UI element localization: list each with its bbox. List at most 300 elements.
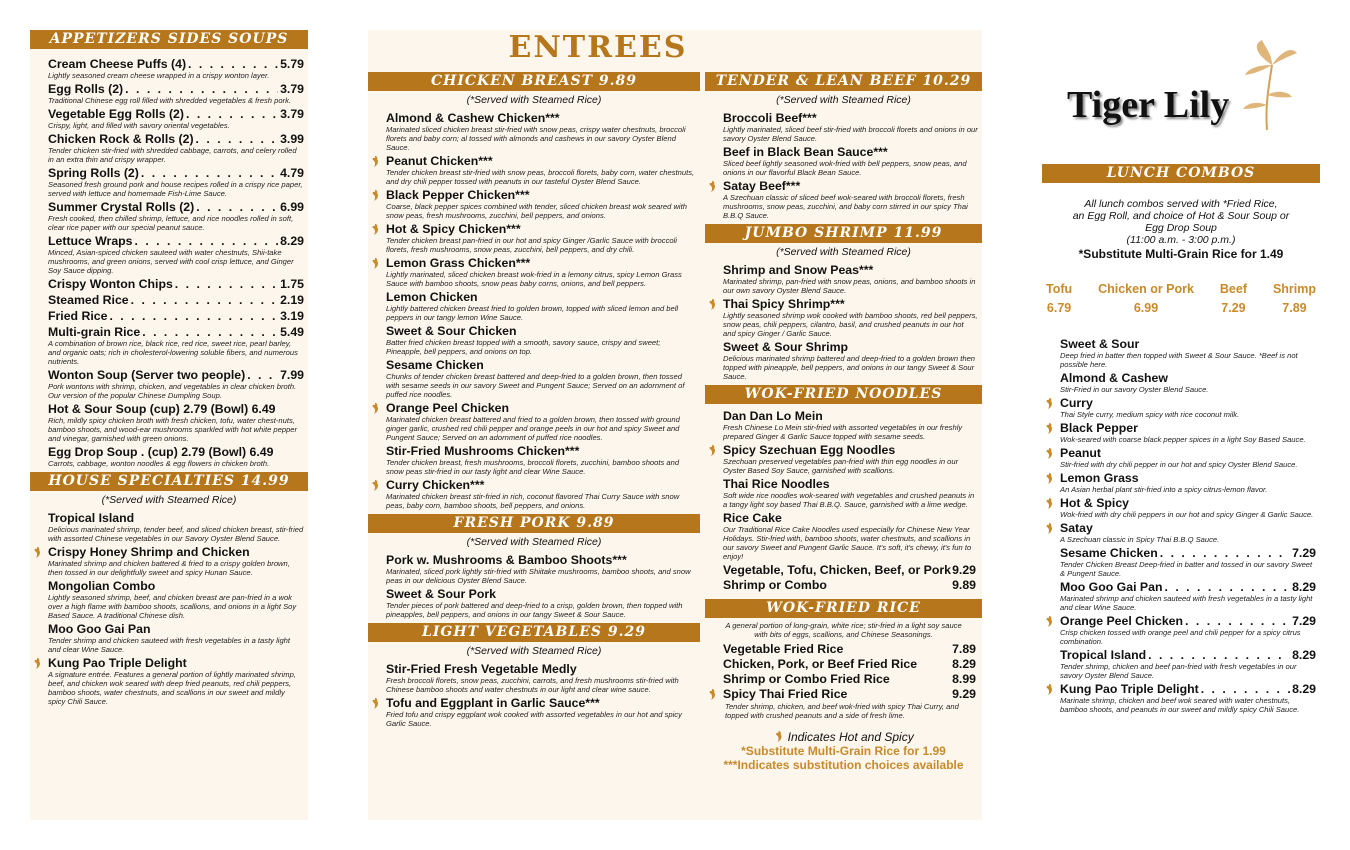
menu-item-name-row bbox=[723, 409, 978, 423]
menu-item-price: 5.49 bbox=[280, 325, 304, 339]
noodles-prices bbox=[705, 563, 982, 593]
lunch-intro-2: an Egg Roll, and choice of Hot & Sour Soup or Egg Drop Soup bbox=[1072, 210, 1290, 234]
menu-item-name-row bbox=[48, 325, 304, 339]
menu-item-name-row bbox=[48, 277, 304, 291]
menu-item-description: Wok-seared with coarse black pepper spices in a light Soy Based Sauce. bbox=[1060, 435, 1306, 444]
menu-item-name: Sweet & Sour Chicken bbox=[386, 324, 517, 338]
menu-item bbox=[1042, 421, 1320, 444]
lunch-price-label: Tofu bbox=[1046, 282, 1073, 296]
menu-item-name: Hot & Spicy bbox=[1060, 496, 1130, 510]
lunch-price-value: 7.89 bbox=[1282, 301, 1307, 315]
lunch-price-value: 6.79 bbox=[1046, 301, 1072, 315]
menu-item-name-row bbox=[48, 166, 304, 180]
chicken-note: (*Served with Steamed Rice) bbox=[466, 94, 602, 106]
menu-item-price: 7.99 bbox=[280, 368, 304, 382]
menu-item bbox=[368, 256, 700, 288]
menu-item-description: Fresh broccoli florets, snow peas, zucchini, carrots, and fresh mushrooms stir-fried with Chinese bamboo shoots and water chestnuts in our light and clear wine sauce. bbox=[386, 676, 679, 694]
menu-item-name-row bbox=[386, 401, 696, 415]
menu-item-price: 3.79 bbox=[280, 107, 304, 121]
price-row-label: Vegetable, Tofu, Chicken, Beef, or Pork bbox=[723, 563, 952, 577]
menu-item-description: Traditional Chinese egg roll filled with shredded vegetables & fresh pork. bbox=[48, 96, 291, 105]
menu-item-name: Kung Pao Triple Delight bbox=[48, 656, 187, 670]
menu-item-name: Curry bbox=[1060, 396, 1093, 410]
menu-item-name: Peanut bbox=[1060, 446, 1101, 460]
chili-pepper-icon bbox=[370, 223, 380, 236]
menu-item bbox=[368, 154, 700, 186]
menu-item-description: Stir-fried with dry chili pepper in our hot and spicy Oyster Blend Sauce. bbox=[1060, 460, 1298, 469]
menu-item-name: Sweet & Sour Pork bbox=[386, 587, 497, 601]
menu-item-description: A Szechuan classic of sliced beef wok-seared with broccoli florets, fresh mushrooms, snow peas, zucchini, and baby corn stirred in our spicy Thai B.B.Q Sauce. bbox=[723, 193, 968, 220]
menu-item bbox=[368, 401, 700, 442]
price-row-value: 9.29 bbox=[952, 687, 976, 701]
chili-pepper-icon bbox=[370, 189, 380, 202]
menu-item-name-row bbox=[1060, 496, 1316, 510]
menu-item-name-row bbox=[48, 57, 304, 71]
menu-item-name-row bbox=[386, 662, 696, 676]
house-list bbox=[30, 511, 308, 706]
menu-item-name-row bbox=[1060, 337, 1316, 351]
menu-item bbox=[1042, 496, 1320, 519]
menu-item-price: 8.29 bbox=[280, 234, 304, 248]
menu-item bbox=[1042, 521, 1320, 544]
menu-item bbox=[368, 587, 700, 619]
menu-item-name: Hot & Sour Soup (cup) 2.79 (Bowl) 6.49 bbox=[48, 402, 276, 416]
menu-item bbox=[368, 324, 700, 356]
lunch-price-col bbox=[1098, 282, 1194, 315]
lunch-price-value: 6.99 bbox=[1133, 301, 1159, 315]
menu-item-name-row bbox=[1060, 396, 1316, 410]
price-row-value: 9.29 bbox=[952, 563, 976, 577]
pork-note: (*Served with Steamed Rice) bbox=[466, 536, 602, 548]
price-row bbox=[705, 578, 982, 593]
menu-item-name: Fried Rice bbox=[48, 309, 108, 323]
menu-item-name: Sweet & Sour Shrimp bbox=[723, 340, 849, 354]
menu-item-description: Tender shrimp, chicken and beef pan-fried with fresh vegetables in our savory Oyster Blend Sauce. bbox=[1060, 662, 1297, 680]
spicy-rice-desc: Tender shrimp, chicken, and beef wok-fried with spicy Thai Curry, and topped with crushed peanuts and a side of fresh lime. bbox=[725, 702, 959, 720]
menu-item-description: Marinated shrimp and chicken sauteed with fresh vegetables in a tasty light and clear Wine Sauce. bbox=[1060, 594, 1313, 612]
menu-item-description: Lightly marinated, sliced chicken breast wok-fried in a lemony citrus, spicy Lemon Grass Sauce with bamboo shoots, snow peas baby corns, onions, and bell peppers. bbox=[386, 270, 682, 288]
lunch-header: LUNCH COMBOS bbox=[1042, 164, 1320, 183]
dot-leader bbox=[142, 325, 278, 339]
menu-item-price: 8.29 bbox=[1292, 682, 1316, 696]
menu-item-name: Multi-grain Rice bbox=[48, 325, 141, 339]
menu-item-name-row bbox=[48, 234, 304, 248]
lunch-price-value: 7.29 bbox=[1221, 301, 1246, 315]
price-row-label: Spicy Thai Fried Rice bbox=[723, 687, 848, 701]
menu-item bbox=[368, 444, 700, 476]
menu-item-price: 3.99 bbox=[280, 132, 304, 146]
chili-pepper-icon bbox=[1044, 447, 1054, 460]
menu-item-name: Hot & Spicy Chicken*** bbox=[386, 222, 521, 236]
menu-item bbox=[705, 511, 982, 561]
menu-item-name: Lemon Grass Chicken*** bbox=[386, 256, 531, 270]
chili-pepper-icon bbox=[707, 444, 717, 457]
menu-item-name: Cream Cheese Puffs (4) bbox=[48, 57, 187, 71]
menu-item bbox=[1042, 546, 1320, 578]
menu-item bbox=[1042, 648, 1320, 680]
menu-item-name-row bbox=[1060, 371, 1316, 385]
menu-item-name: Wonton Soup (Server two people) bbox=[48, 368, 246, 382]
menu-item-name: Beef in Black Bean Sauce*** bbox=[723, 145, 888, 159]
chili-pepper-icon bbox=[32, 546, 42, 559]
menu-item bbox=[1042, 446, 1320, 469]
menu-item-description: Tender chicken breast stir-fried with snow peas, broccoli florets, baby corn, water chestnuts, and dry chili pepper tossed with peanuts in our tasteful Oyster Blend Sauce. bbox=[386, 168, 695, 186]
legend-sub1: *Substitute Multi-Grain Rice for 1.99 bbox=[741, 744, 946, 758]
menu-item bbox=[1042, 396, 1320, 419]
menu-item-name-row bbox=[1060, 546, 1316, 560]
menu-item-description: Tender Chicken Breast Deep-fried in batter and tossed in our savory Sweet & Pungent Sauce. bbox=[1060, 560, 1313, 578]
menu-item-name: Summer Crystal Rolls (2) bbox=[48, 200, 195, 214]
menu-item-name: Rice Cake bbox=[723, 511, 782, 525]
menu-item bbox=[705, 145, 982, 177]
menu-item-name: Crispy Wonton Chips bbox=[48, 277, 173, 291]
menu-item-name: Chicken Rock & Rolls (2) bbox=[48, 132, 194, 146]
dot-leader bbox=[196, 132, 279, 146]
menu-item-name: Peanut Chicken*** bbox=[386, 154, 493, 168]
rice-intro: A general portion of long-grain, white rice; stir-fried in a light soy sauce with bits of eggs, scallions, and Chinese Seasonings. bbox=[725, 621, 962, 639]
menu-item-name: Pork w. Mushrooms & Bamboo Shoots*** bbox=[386, 553, 627, 567]
menu-item-name-row bbox=[48, 622, 304, 636]
price-row-label: Shrimp or Combo bbox=[723, 578, 827, 592]
menu-item-description: Szechuan preserved vegetables pan-fried with thin egg noodles in our Oyster Based Soy Sauce, garnished with scallions. bbox=[723, 457, 959, 475]
menu-item-description: Marinated sliced chicken breast stir-fried with snow peas, crispy water chestnuts, broccoli florets and baby corn; al tossed with almonds and cashews in our savory Oyster Blend Sauce. bbox=[386, 125, 686, 152]
chili-pepper-icon bbox=[707, 298, 717, 311]
beef-list bbox=[705, 111, 982, 220]
menu-item bbox=[1042, 337, 1320, 369]
menu-item-name: Steamed Rice bbox=[48, 293, 129, 307]
menu-item-name-row bbox=[723, 477, 978, 491]
menu-item-description: Thai Style curry, medium spicy with rice coconut milk. bbox=[1060, 410, 1240, 419]
price-row bbox=[705, 687, 982, 702]
menu-item-description: Lightly seasoned cream cheese wrapped in a crispy wonton layer. bbox=[48, 71, 270, 80]
menu-item-name: Almond & Cashew Chicken*** bbox=[386, 111, 560, 125]
menu-item-name-row bbox=[48, 511, 304, 525]
dot-leader bbox=[186, 107, 278, 121]
dot-leader bbox=[1164, 580, 1290, 594]
chili-pepper-icon bbox=[1044, 522, 1054, 535]
entrees-col-1 bbox=[368, 72, 700, 730]
menu-item-description: Soft wide rice noodles wok-seared with vegetables and crushed peanuts in a tangy light soy based Thai B.B.Q. Sauce, garnished with a lime wedge. bbox=[723, 491, 975, 509]
veg-header: LIGHT VEGETABLES 9.29 bbox=[368, 623, 700, 642]
menu-item-description: Our Traditional Rice Cake Noodles used especially for Chinese New Year Holidays. Stir-fried with, bamboo shoots, water chestnuts, and scallions in our savory Sweet and Pungent Garlic Sauce. It's soft, it's chewy, it's fun to enjoy! bbox=[723, 525, 972, 561]
menu-item-name-row bbox=[723, 443, 978, 457]
menu-item-name: Lemon Grass bbox=[1060, 471, 1139, 485]
menu-item-name-row bbox=[48, 293, 304, 307]
menu-item-name-row bbox=[723, 145, 978, 159]
menu-item-name: Curry Chicken*** bbox=[386, 478, 485, 492]
menu-item-name: Almond & Cashew bbox=[1060, 371, 1168, 385]
dot-leader bbox=[125, 82, 278, 96]
menu-item-name: Stir-Fried Fresh Vegetable Medly bbox=[386, 662, 577, 676]
price-row-value: 7.89 bbox=[952, 642, 976, 656]
menu-item-name: Satay Beef*** bbox=[723, 179, 801, 193]
menu-item-description: Marinated shrimp and chicken battered & fried to a crispy golden brown, then tossed in our delightfully sweet and spicy Hunan Sauce. bbox=[48, 559, 290, 577]
chili-pepper-icon bbox=[370, 155, 380, 168]
menu-item bbox=[705, 179, 982, 220]
menu-item-name-row bbox=[48, 579, 304, 593]
dot-leader bbox=[175, 277, 278, 291]
chili-pepper-icon bbox=[1044, 683, 1054, 696]
menu-item-description: A combination of brown rice, black rice, red rice, sweet rice, pearl barley, and organic oats; rich in cholesterol-lowering soluble fibers, and numerous nutrients. bbox=[48, 339, 298, 366]
chili-pepper-icon bbox=[370, 479, 380, 492]
menu-item-name-row bbox=[1060, 614, 1316, 628]
shrimp-note: (*Served with Steamed Rice) bbox=[776, 246, 911, 258]
menu-item-name-row bbox=[48, 368, 304, 382]
menu-item-description: Lightly seasoned shrimp wok cooked with bamboo shoots, red bell peppers, snow peas, chili peppers, cilantro, basil, and crushed peanuts in our hot and spicy Ginger / Garlic Sauce. bbox=[723, 311, 978, 338]
menu-item-name-row bbox=[386, 696, 696, 710]
menu-item bbox=[705, 263, 982, 295]
dot-leader bbox=[1160, 546, 1290, 560]
menu-item-name-row bbox=[1060, 421, 1316, 435]
menu-item-name-row bbox=[1060, 682, 1316, 696]
menu-item-name: Black Pepper bbox=[1060, 421, 1138, 435]
menu-item bbox=[705, 340, 982, 381]
menu-item-description: Lightly seasoned shrimp, beef, and chicken breast are pan-fried in a wok over a high flame with bamboo shoots, scallions, and onions in a light Soy Based Sauce. A traditional Chinese dish. bbox=[48, 593, 297, 620]
lunch-price-label: Beef bbox=[1219, 282, 1247, 296]
menu-item-description: Stir-Fried in our savory Oyster Blend Sauce. bbox=[1060, 385, 1209, 394]
menu-item-name-row bbox=[1060, 471, 1316, 485]
menu-item bbox=[368, 290, 700, 322]
price-row-value: 8.29 bbox=[952, 657, 976, 671]
menu-item-description: Sliced beef lightly seasoned wok-fried with bell peppers, snow peas, and onions in our flavorful Black Bean Sauce. bbox=[723, 159, 967, 177]
menu-item-description: Tender chicken breast, fresh mushrooms, broccoli florets, zucchini, bamboo shoots and snow peas stir-fried in our tasty light and clear Wine Sauce. bbox=[386, 458, 680, 476]
menu-item-name: Egg Drop Soup . (cup) 2.79 (Bowl) 6.49 bbox=[48, 445, 274, 459]
menu-item-name-row bbox=[386, 111, 696, 125]
menu-item-description: Deep fried in batter then topped with Sweet & Sour Sauce. *Beef is not possible here. bbox=[1060, 351, 1298, 369]
right-panel bbox=[1042, 30, 1320, 820]
menu-item-price: 7.29 bbox=[1292, 614, 1316, 628]
pork-list bbox=[368, 553, 700, 619]
chili-pepper-icon bbox=[370, 697, 380, 710]
menu-item-description: Delicious marinated shrimp, tender beef, and sliced chicken breast, stir-fried with assorted Chinese vegetables in our Savory Oyster Blend Sauce. bbox=[48, 525, 304, 543]
dot-leader bbox=[131, 293, 278, 307]
menu-item-name-row bbox=[1060, 580, 1316, 594]
appetizers-header: APPETIZERS SIDES SOUPS bbox=[30, 30, 308, 49]
dot-leader bbox=[247, 368, 278, 382]
menu-item-name: Spring Rolls (2) bbox=[48, 166, 139, 180]
chicken-list bbox=[368, 111, 700, 510]
menu-item-name-row bbox=[386, 553, 696, 567]
chili-pepper-icon bbox=[707, 688, 717, 701]
menu-item-name: Satay bbox=[1060, 521, 1093, 535]
menu-item-name: Tofu and Eggplant in Garlic Sauce*** bbox=[386, 696, 600, 710]
menu-item bbox=[368, 696, 700, 728]
chili-pepper-icon bbox=[1044, 472, 1054, 485]
menu-item-description: A Szechuan classic in Spicy Thai B.B.Q Sauce. bbox=[1060, 535, 1220, 544]
menu-item-name: Stir-Fried Mushrooms Chicken*** bbox=[386, 444, 580, 458]
menu-item-name-row bbox=[386, 290, 696, 304]
menu-item-description: Batter fried chicken breast topped with a smooth, savory sauce, crispy and sweet; Pineapple, bell peppers, and onions on top. bbox=[386, 338, 661, 356]
menu-item-description: Tender chicken breast pan-fried in our hot and spicy Ginger /Garlic Sauce with broccoli florets, fresh mushrooms, snow peas, zucchini, bell peppers, and dry chili. bbox=[386, 236, 677, 254]
menu-item-description: Fresh cooked, then chilled shrimp, lettuce, and rice noodles rolled in soft, clear rice paper with our special peanut sauce. bbox=[48, 214, 294, 232]
menu-item-name: Broccoli Beef*** bbox=[723, 111, 817, 125]
lunch-price-label: Shrimp bbox=[1272, 282, 1316, 296]
menu-item-name: Lemon Chicken bbox=[386, 290, 478, 304]
menu-item-description: Tender chicken stir-fried with shredded cabbage, carrots, and celery rolled in an extra thin and crispy wrapper. bbox=[48, 146, 297, 164]
menu-item-description: Marinated chicken breast battered and fried to a golden brown, then tossed with ground ginger garlic, crushed red chili pepper and orange peels in our hot and spicy Sweet and Pungent Sauce; Served on an adornment of puffed rice noodles. bbox=[386, 415, 680, 442]
menu-item bbox=[705, 409, 982, 441]
legend-sub2: ***Indicates substitution choices available bbox=[723, 758, 964, 772]
menu-item-description: Wok-fried with dry chili peppers in our hot and spicy Ginger & Garlic Sauce. bbox=[1060, 510, 1314, 519]
menu-item bbox=[30, 656, 308, 706]
menu-item-name: Moo Goo Gai Pan bbox=[1060, 580, 1163, 594]
pork-header: FRESH PORK 9.89 bbox=[368, 514, 700, 533]
menu-item bbox=[30, 293, 308, 307]
menu-item-name-row bbox=[48, 445, 304, 459]
menu-item bbox=[368, 111, 700, 152]
menu-item-name: Tropical Island bbox=[1060, 648, 1147, 662]
menu-item-name: Spicy Szechuan Egg Noodles bbox=[723, 443, 896, 457]
menu-item-name: Moo Goo Gai Pan bbox=[48, 622, 151, 636]
menu-item-name-row bbox=[48, 107, 304, 121]
menu-item-price: 8.29 bbox=[1292, 648, 1316, 662]
menu-item bbox=[368, 662, 700, 694]
menu-item-name-row bbox=[386, 478, 696, 492]
menu-item-name-row bbox=[723, 263, 978, 277]
veg-list bbox=[368, 662, 700, 728]
house-note: (*Served with Steamed Rice) bbox=[101, 494, 237, 506]
lunch-list bbox=[1042, 337, 1320, 716]
menu-item-description: Fried tofu and crispy eggplant wok cooked with assorted vegetables in our hot and spicy Garlic Sauce. bbox=[386, 710, 682, 728]
menu-item-name-row bbox=[386, 154, 696, 168]
menu-item-description: Marinated, sliced pork lightly stir-fried with Shiitake mushrooms, bamboo shoots, and snow peas in our delicious Oyster Blend Sauce. bbox=[386, 567, 691, 585]
price-row bbox=[705, 642, 982, 657]
menu-item-description: Delicious marinated shrimp battered and deep-fried to a golden brown then topped with pineapple, bell peppers, and onions in our tangy Sweet & Sour Sauce. bbox=[723, 354, 976, 381]
noodles-list bbox=[705, 409, 982, 561]
menu-item-description: Marinate shrimp, chicken and beef wok seared with water chestnuts, bamboo shoots, and peanuts in our sweet and mildly spicy Chili Sauce. bbox=[1060, 696, 1300, 714]
menu-item-name: Orange Peel Chicken bbox=[1060, 614, 1184, 628]
lunch-intro-1: All lunch combos served with *Fried Rice, bbox=[1084, 198, 1278, 210]
chili-pepper-icon bbox=[773, 730, 784, 743]
menu-item bbox=[30, 277, 308, 291]
chicken-header: CHICKEN BREAST 9.89 bbox=[368, 72, 700, 91]
chili-pepper-icon bbox=[707, 180, 717, 193]
menu-item bbox=[368, 222, 700, 254]
menu-item bbox=[30, 511, 308, 543]
menu-item-name: Shrimp and Snow Peas*** bbox=[723, 263, 874, 277]
menu-item-name-row bbox=[386, 324, 696, 338]
menu-item-name-row bbox=[48, 309, 304, 323]
menu-item-price: 6.99 bbox=[280, 200, 304, 214]
menu-item-price: 1.75 bbox=[280, 277, 304, 291]
veg-note: (*Served with Steamed Rice) bbox=[466, 645, 602, 657]
menu-item bbox=[30, 166, 308, 198]
menu-item-name-row bbox=[386, 587, 696, 601]
menu-item-name: Sesame Chicken bbox=[386, 358, 484, 372]
menu-item-description: Crispy, light, and filled with savory oriental vegetables. bbox=[48, 121, 230, 130]
menu-item-description: Rich, mildly spicy chicken broth with fresh chicken, tofu, water chest-nuts, bamboo shoots, and wood-ear mushrooms sparkled with hot white pepper and vinegar, garnished with green onions. bbox=[48, 416, 298, 443]
entrees-col-2 bbox=[705, 72, 982, 772]
lunch-hours: (11:00 a.m. - 3:00 p.m.) bbox=[1126, 234, 1236, 246]
menu-item-description: Lightly marinated, sliced beef stir-fried with broccoli florets and onions in our savory Oyster Blend Sauce. bbox=[723, 125, 978, 143]
chili-pepper-icon bbox=[32, 657, 42, 670]
menu-item-name: Thai Spicy Shrimp*** bbox=[723, 297, 845, 311]
menu-item-description: Tender shrimp and chicken sauteed with fresh vegetables in a tasty light and clear Wine Sauce. bbox=[48, 636, 291, 654]
menu-item-name: Dan Dan Lo Mein bbox=[723, 409, 823, 423]
menu-item bbox=[30, 234, 308, 275]
menu-item-description: Coarse, black pepper spices combined with tender, sliced chicken breast wok seared with snow peas, fresh mushrooms, zucchini, bell peppers, and onions. bbox=[386, 202, 687, 220]
lunch-price-col bbox=[1046, 282, 1072, 315]
menu-item-name: Black Pepper Chicken*** bbox=[386, 188, 530, 202]
menu-item-price: 5.79 bbox=[280, 57, 304, 71]
menu-item-name-row bbox=[48, 132, 304, 146]
menu-item-price: 4.79 bbox=[280, 166, 304, 180]
menu-item-description: Seasoned fresh ground pork and house recipes rolled in a crispy rice paper, served with lettuce and homemade Fish-Lime Sauce. bbox=[48, 180, 303, 198]
shrimp-header: JUMBO SHRIMP 11.99 bbox=[705, 224, 982, 243]
dot-leader bbox=[135, 234, 279, 248]
menu-item bbox=[1042, 580, 1320, 612]
menu-item bbox=[1042, 614, 1320, 646]
menu-item-name: Mongolian Combo bbox=[48, 579, 156, 593]
menu-item-name: Egg Rolls (2) bbox=[48, 82, 124, 96]
dot-leader bbox=[1148, 648, 1290, 662]
price-row-value: 9.89 bbox=[952, 578, 976, 592]
price-row bbox=[705, 657, 982, 672]
dot-leader bbox=[109, 309, 278, 323]
menu-item-name-row bbox=[48, 545, 304, 559]
menu-item bbox=[368, 478, 700, 510]
menu-item-description: Chunks of tender chicken breast battered and deep-fried to a golden brown, then tossed with sesame seeds in our savory Sweet and Pungent Sauce; Served on an adornment of puffed rice noodles. bbox=[386, 372, 685, 399]
menu-item-description: A signature entrée. Features a general portion of lightly marinated shrimp, beef, and chicken wok seared with deep fried peanuts, red chili peppers, bamboo shoots, water chestnuts, and scallions in our sweet and mildly spicy Chili Sauce. bbox=[48, 670, 296, 706]
price-row-label: Chicken, Pork, or Beef Fried Rice bbox=[723, 657, 918, 671]
menu-item-price: 3.79 bbox=[280, 82, 304, 96]
menu-item-name-row bbox=[48, 656, 304, 670]
menu-item bbox=[368, 188, 700, 220]
menu-item bbox=[705, 111, 982, 143]
rice-prices bbox=[705, 642, 982, 702]
menu-item-name-row bbox=[1060, 521, 1316, 535]
menu-item-description: Lightly battered chicken breast fried to golden brown, topped with sliced lemon and bell peppers in our tangy lemon Wine Sauce. bbox=[386, 304, 679, 322]
menu-item bbox=[30, 402, 308, 443]
menu-item-name-row bbox=[1060, 446, 1316, 460]
menu-item-description: An Asian herbal plant stir-fried into a spicy citrus-lemon flavor. bbox=[1060, 485, 1268, 494]
rice-header: WOK-FRIED RICE bbox=[705, 599, 982, 618]
beef-header: TENDER & LEAN BEEF 10.29 bbox=[705, 72, 982, 91]
menu-item-description: Carrots, cabbage, wonton noodles & egg flowers in chicken broth. bbox=[48, 459, 270, 468]
chili-pepper-icon bbox=[1044, 397, 1054, 410]
lunch-price-label: Chicken or Pork bbox=[1098, 282, 1194, 296]
menu-item-price: 8.29 bbox=[1292, 580, 1316, 594]
menu-item-name-row bbox=[723, 179, 978, 193]
menu-item-name-row bbox=[386, 188, 696, 202]
menu-item-name-row bbox=[386, 444, 696, 458]
menu-item-description: Pork wontons with shrimp, chicken, and vegetables in clear chicken broth. Our version of the popular Chinese Dumpling Soup. bbox=[48, 382, 297, 400]
menu-item-name: Tropical Island bbox=[48, 511, 135, 525]
menu-item bbox=[368, 358, 700, 399]
menu-item bbox=[30, 579, 308, 620]
noodles-header: WOK-FRIED NOODLES bbox=[705, 385, 982, 404]
menu-item-name-row bbox=[48, 200, 304, 214]
menu-item-name-row bbox=[1060, 648, 1316, 662]
chili-pepper-icon bbox=[370, 402, 380, 415]
entrees-title: ENTREES bbox=[508, 30, 688, 65]
menu-item-name-row bbox=[48, 402, 304, 416]
menu-item bbox=[30, 200, 308, 232]
menu-item-name-row bbox=[386, 358, 696, 372]
menu-item-name-row bbox=[386, 256, 696, 270]
price-row bbox=[705, 563, 982, 578]
menu-item bbox=[1042, 371, 1320, 394]
appetizers-list bbox=[30, 49, 308, 468]
menu-item bbox=[30, 107, 308, 130]
menu-item bbox=[705, 443, 982, 475]
brand-logo: Tiger Lily bbox=[1067, 84, 1230, 126]
menu-item-name-row bbox=[723, 297, 978, 311]
lunch-intro bbox=[1042, 198, 1320, 260]
menu-item bbox=[1042, 471, 1320, 494]
menu-item-name-row bbox=[386, 222, 696, 236]
chili-pepper-icon bbox=[1044, 615, 1054, 628]
